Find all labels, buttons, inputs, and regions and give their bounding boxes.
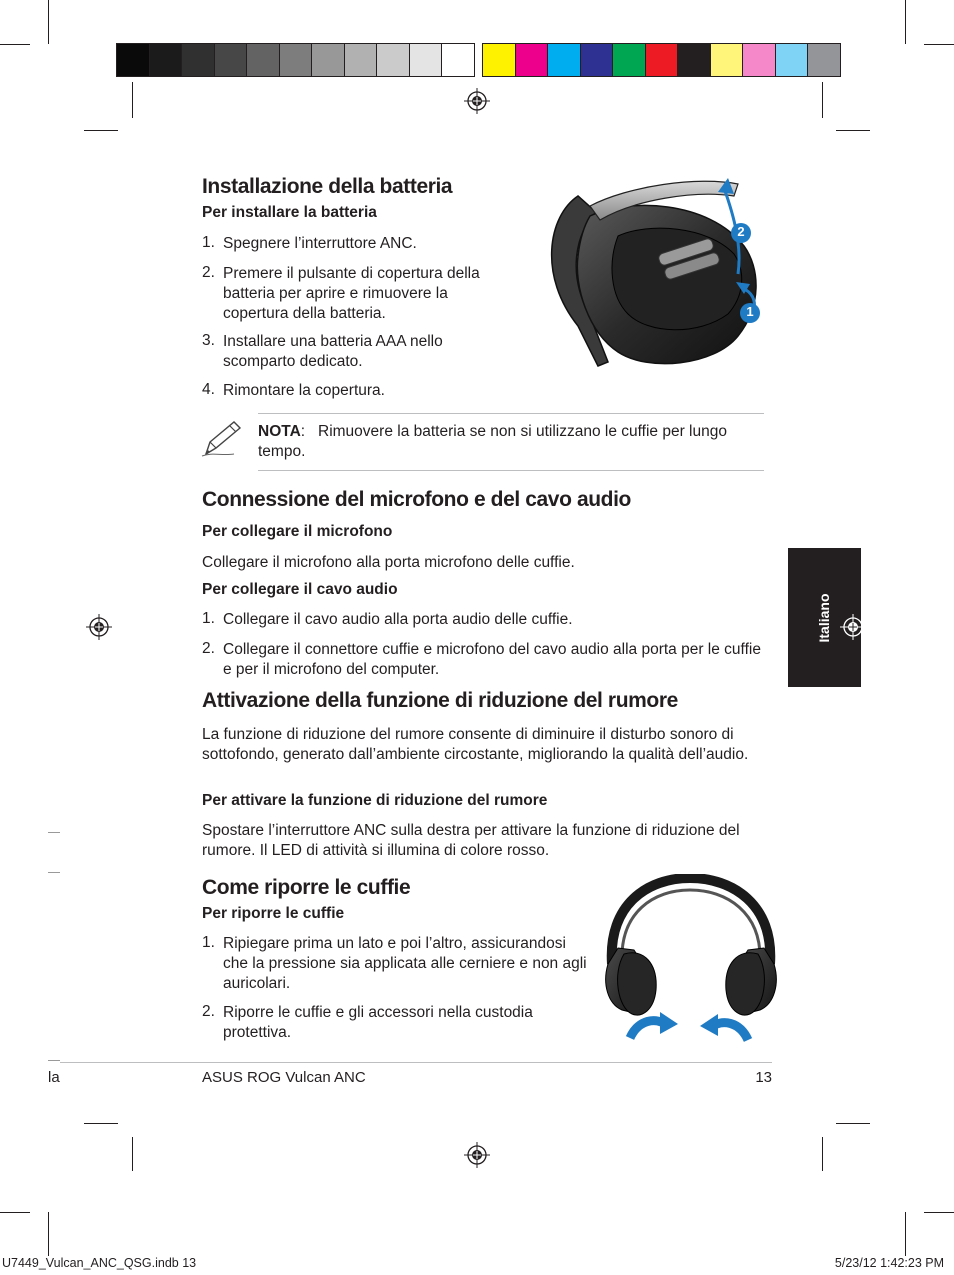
note-text-block: NOTA: Rimuovere la batteria se non si utilizzano le cuffie per lungo tempo. [258, 423, 727, 460]
note-rule-top [258, 413, 764, 414]
footer-left-fragment: la [48, 1069, 60, 1086]
color-swatch [483, 44, 515, 76]
color-swatch [776, 44, 808, 76]
gray-swatch [280, 44, 312, 76]
gray-swatch [312, 44, 344, 76]
footer-product-name: ASUS ROG Vulcan ANC [202, 1069, 366, 1086]
gray-swatch [150, 44, 182, 76]
registration-mark-icon [464, 1142, 490, 1168]
cable-step-1: Collegare il cavo audio alla porta audio delle cuffie. [223, 611, 573, 628]
color-swatch [808, 44, 840, 76]
pencil-note-icon [200, 418, 242, 458]
step-number: 2. [202, 264, 215, 281]
footer-rule [60, 1062, 772, 1063]
note-rule-bottom [258, 470, 764, 471]
note-label: NOTA [258, 423, 301, 440]
slug-timestamp: 5/23/12 1:42:23 PM [834, 1256, 944, 1270]
cable-subtitle: Per collegare il cavo audio [202, 581, 398, 598]
store-section-title: Come riporre le cuffie [202, 876, 411, 899]
color-swatch [516, 44, 548, 76]
color-swatch [613, 44, 645, 76]
gray-swatch [247, 44, 279, 76]
step-number: 4. [202, 381, 215, 398]
battery-step-1: Spegnere l’interruttore ANC. [223, 235, 417, 252]
earcup-battery-illustration [538, 176, 766, 372]
color-swatch [711, 44, 743, 76]
color-swatch [548, 44, 580, 76]
store-step-2: Riporre le cuffie e gli accessori nella custodia protettiva. [223, 1004, 533, 1041]
callout-label-2: 2 [737, 224, 745, 239]
store-step-1: Ripiegare prima un lato e poi l’altro, assicurandosi che la pressione sia applicata alle cerniere e non agli auricolari. [223, 935, 587, 992]
language-tab-label: Italiano [816, 593, 832, 643]
gray-swatch [182, 44, 214, 76]
mic-instruction: Collegare il microfono alla porta microfono delle cuffie. [202, 554, 575, 571]
color-swatch [743, 44, 775, 76]
battery-step-4: Rimontare la copertura. [223, 382, 385, 399]
store-subtitle: Per riporre le cuffie [202, 905, 345, 922]
cable-step-2: Collegare il connettore cuffie e microfono del cavo audio alla porta per le cuffie e per il microfono del computer. [223, 641, 761, 678]
battery-step-3: Installare una batteria AAA nello scomparto dedicato. [223, 333, 443, 370]
step-number: 1. [202, 234, 215, 251]
anc-section-title: Attivazione della funzione di riduzione del rumore [202, 689, 678, 712]
slug-file-name: U7449_Vulcan_ANC_QSG.indb 13 [2, 1256, 197, 1270]
color-swatch [646, 44, 678, 76]
registration-mark-icon [86, 614, 112, 640]
registration-mark-icon [464, 88, 490, 114]
step-number: 2. [202, 1003, 215, 1020]
mic-subtitle: Per collegare il microfono [202, 523, 393, 540]
anc-intro: La funzione di riduzione del rumore consente di diminuire il disturbo sonoro di sottofondo, generato dall’ambiente circostante, migliorando la qualità dell’audio. [202, 726, 749, 763]
battery-subtitle: Per installare la batteria [202, 204, 377, 221]
step-number: 1. [202, 934, 215, 951]
step-number: 2. [202, 640, 215, 657]
footer-page-number: 13 [755, 1069, 772, 1086]
registration-mark-icon [840, 614, 866, 640]
note-text: Rimuovere la batteria se non si utilizzano le cuffie per lungo tempo. [258, 423, 727, 460]
gray-swatch [117, 44, 149, 76]
gray-swatch [345, 44, 377, 76]
battery-section-title: Installazione della batteria [202, 175, 453, 198]
anc-subtitle: Per attivare la funzione di riduzione del rumore [202, 792, 548, 809]
gray-swatch [377, 44, 409, 76]
gray-swatch [442, 44, 474, 76]
color-swatch [581, 44, 613, 76]
folding-headphones-illustration [598, 874, 784, 1050]
step-number: 1. [202, 610, 215, 627]
step-number: 3. [202, 332, 215, 349]
gray-swatch [215, 44, 247, 76]
battery-step-2: Premere il pulsante di copertura della batteria per aprire e rimuovere la copertura della batteria. [223, 265, 480, 322]
gray-swatch [410, 44, 442, 76]
anc-instruction: Spostare l’interruttore ANC sulla destra per attivare la funzione di riduzione del rumore. Il LED di attività si illumina di colore rosso. [202, 822, 740, 859]
callout-label-1: 1 [746, 304, 754, 319]
mic-section-title: Connessione del microfono e del cavo audio [202, 488, 631, 511]
color-swatch [678, 44, 710, 76]
